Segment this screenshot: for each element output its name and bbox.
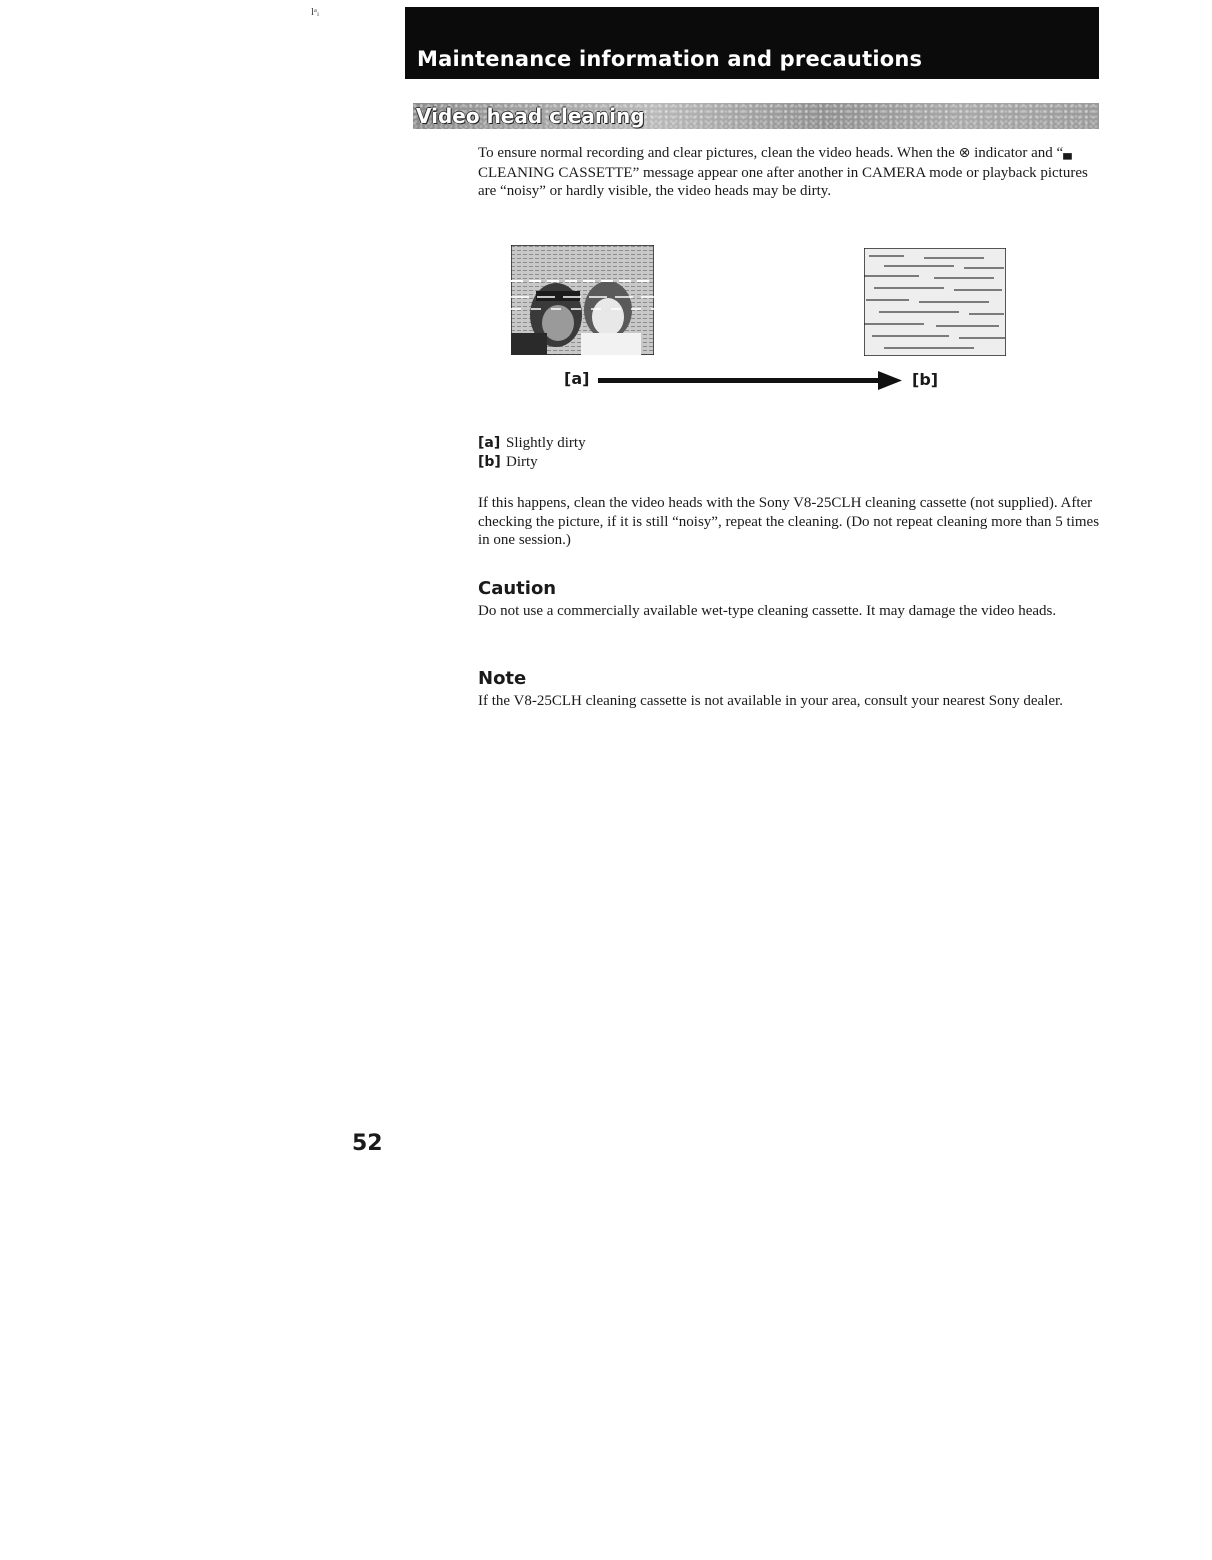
dirty-picture xyxy=(864,248,1006,356)
intro-paragraph xyxy=(478,144,1102,201)
cleaning-instructions: If this happens, clean the video heads with the Sony V8-25CLH cleaning cassette (not supplied). After checking the picture, if it is still “noisy”, repeat the cleaning. (Do not repeat cleaning more than 5 times in one session.) xyxy=(478,495,1100,548)
cleaning-cassette-icon: ▄ xyxy=(1063,147,1072,160)
note-text: If the V8-25CLH cleaning cassette is not available in your area, consult your nearest Sony dealer. xyxy=(478,693,1063,709)
page-number: 52 xyxy=(352,1131,383,1156)
section-header xyxy=(413,103,1099,129)
caution-heading: Caution xyxy=(478,578,557,599)
figure-legend xyxy=(478,434,586,472)
caution-text: Do not use a commercially available wet-type cleaning cassette. It may damage the video heads. xyxy=(478,603,1057,619)
legend-item-b xyxy=(478,453,586,472)
legend-key: [a] xyxy=(478,435,501,451)
arrow-right-icon xyxy=(598,369,902,393)
intro-text-2: indicator and “ xyxy=(970,145,1064,161)
intro-text-1: To ensure normal recording and clear pictures, clean the video heads. When the xyxy=(478,145,959,161)
legend-text: Slightly dirty xyxy=(506,435,586,451)
corner-mark: lᵃᵢ xyxy=(311,6,319,18)
figure-label-b: [b] xyxy=(912,370,939,389)
figure-label-a: [a] xyxy=(564,369,590,388)
note-heading: Note xyxy=(478,668,527,689)
section-title: Video head cleaning xyxy=(416,104,645,128)
legend-key: [b] xyxy=(478,454,501,470)
video-heads-dirty-icon: ⊗ xyxy=(958,145,971,161)
chapter-title: Maintenance information and precautions xyxy=(417,47,923,71)
legend-text: Dirty xyxy=(506,454,538,470)
slightly-dirty-picture xyxy=(511,245,654,355)
legend-item-a xyxy=(478,434,586,453)
intro-text-3: CLEANING CASSETTE” message appear one after another in CAMERA mode or playback pictures are “noisy” or hardly visible, the video heads may be dirty. xyxy=(478,164,1088,199)
chapter-header xyxy=(405,7,1099,79)
